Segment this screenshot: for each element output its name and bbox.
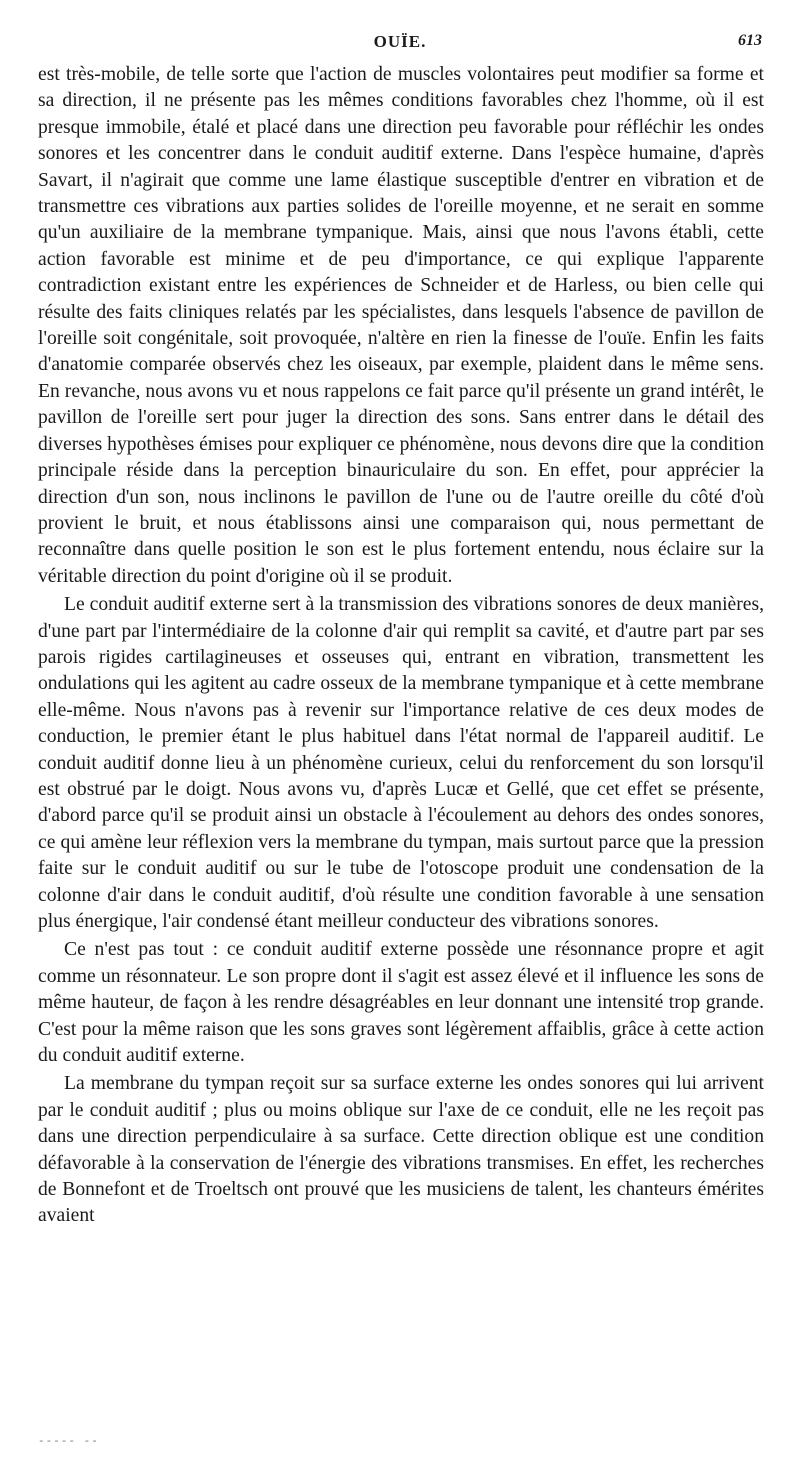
body-text — [38, 62, 764, 1230]
running-header — [0, 30, 800, 58]
paragraph-resonnance: Ce n'est pas tout : ce conduit auditif externe possède une résonnance propre et agit comme un résonnateur. Le son propre dont il s'agit est assez élevé et il influence les sons de même hauteur, de façon à les rendre désagréables en leur donnant une intensité trop grande. C'est pour la même raison que les sons graves sont légèrement affaiblis, grâce à cette action du conduit auditif externe. — [38, 939, 764, 1067]
paragraph-conduit-auditif: Le conduit auditif externe sert à la transmission des vibrations sonores de deux manières, d'une part par l'intermédiaire de la colonne d'air qui remplit sa cavité, et d'autre part par ses parois rigides cartilagineuses et osseuses qui, entrant en vibration, transmettent les ondulations qui les agitent au cadre osseux de la membrane tympanique et à cette membrane elle-même. Nous n'avons pas à revenir sur l'importance relative de ces deux modes de conduction, le premier étant le plus habituel dans l'état normal de l'appareil auditif. Le conduit auditif donne lieu à un phénomène curieux, celui du renforcement du son lorsqu'il est obstrué par le doigt. Nous avons vu, d'après Lucæ et Gellé, que cet effet se présente, d'abord parce qu'il se produit ainsi un obstacle à l'écoulement au dehors des ondes sonores, ce qui amène leur réflexion vers la membrane du tympan, mais surtout parce que la pression faite sur le conduit auditif ou sur le tube de l'otoscope produit une condensation de la colonne d'air dans le conduit auditif, d'où résulte une condition favorable à une sensation plus énergique, l'air condensé étant meilleur conducteur des vibrations sonores. — [38, 594, 764, 932]
running-title: OUÏE. — [373, 32, 427, 51]
paragraph-membrane-tympan: La membrane du tympan reçoit sur sa surface externe les ondes sonores qui lui arrivent par le conduit auditif ; plus ou moins oblique sur l'axe de ce conduit, elle ne les reçoit pas dans une direction perpendiculaire à sa surface. Cette direction oblique est une condition défavorable à la conservation de l'énergie des vibrations transmises. En effet, les recherches de Bonnefont et de Troeltsch ont prouvé que les musiciens de talent, les chanteurs émérites avaient — [38, 1073, 764, 1227]
paragraph-continuation: est très-mobile, de telle sorte que l'action de muscles volontaires peut modifier sa forme et sa direction, il ne présente pas les mêmes conditions favorables chez l'homme, où il est presque immobile, étalé et placé dans une direction peu favorable pour réfléchir les ondes sonores et les concentrer dans le conduit auditif externe. Dans l'espèce humaine, d'après Savart, il n'agirait que comme une lame élastique susceptible d'entrer en vibration et de transmettre ces vibrations aux parties solides de l'oreille moyenne, et ne serait en somme qu'un auxiliaire de la membrane tympanique. Mais, ainsi que nous l'avons établi, cette action favorable est minime et de peu d'importance, ce qui explique l'apparente contradiction existant entre les expériences de Schneider et de Harless, ou bien celle qui résulte des faits cliniques relatés par les spécialistes, dans lesquels l'absence de pavillon de l'oreille soit congénitale, soit provoquée, n'altère en rien la finesse de l'ouïe. Enfin les faits d'anatomie comparée observés chez les oiseaux, par exemple, plaident dans le même sens. En revanche, nous avons vu et nous rappelons ce fait parce qu'il présente un grand intérêt, le pavillon de l'oreille sert pour juger la direction des sons. Sans entrer dans le détail des diverses hypothèses émises pour expliquer ce phénomène, nous devons dire que la condition principale réside dans la perception binauriculaire du son. En effet, pour apprécier la direction d'un son, nous inclinons le pavillon de l'une ou de l'autre oreille du côté d'où provient le bruit, et nous établissons ainsi une comparaison qui, nous permettant de reconnaître dans quelle position le son est le plus fortement entendu, nous éclaire sur la véritable direction du point d'origine où il se produit. — [38, 64, 764, 587]
footer-mark: ----- -- — [38, 1436, 99, 1448]
page-number: 613 — [738, 32, 762, 49]
